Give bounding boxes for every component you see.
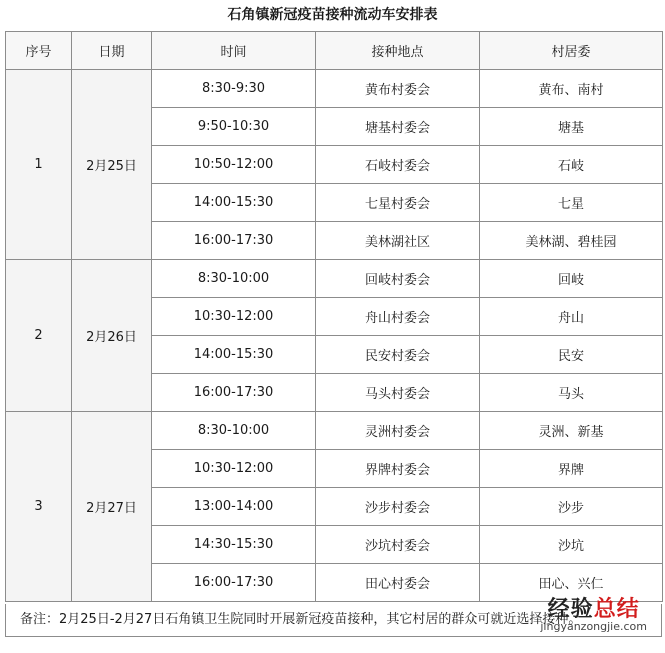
village-cell: 石岐 <box>480 146 663 184</box>
table-row <box>6 260 663 298</box>
footnote: 备注：2月25日-2月27日石角镇卫生院同时开展新冠疫苗接种，其它村居的群众可就近选择接种。 <box>5 604 662 637</box>
group-date: 2月25日 <box>72 70 152 260</box>
place-cell: 七星村委会 <box>316 184 480 222</box>
header-row <box>6 32 663 70</box>
village-cell: 美林湖、碧桂园 <box>480 222 663 260</box>
place-cell: 塘基村委会 <box>316 108 480 146</box>
place-cell: 马头村委会 <box>316 374 480 412</box>
time-cell: 8:30-9:30 <box>152 70 316 108</box>
header-place: 接种地点 <box>316 32 480 70</box>
header-no: 序号 <box>6 32 72 70</box>
group-date: 2月27日 <box>72 412 152 602</box>
village-cell: 黄布、南村 <box>480 70 663 108</box>
watermark-logo <box>540 592 647 633</box>
time-cell: 13:00-14:00 <box>152 488 316 526</box>
time-cell: 8:30-10:00 <box>152 412 316 450</box>
header-time: 时间 <box>152 32 316 70</box>
village-cell: 田心、兴仁 <box>480 564 663 602</box>
village-cell: 灵洲、新基 <box>480 412 663 450</box>
watermark-text: 经验总结 <box>547 597 640 622</box>
time-cell: 14:30-15:30 <box>152 526 316 564</box>
village-cell: 舟山 <box>480 298 663 336</box>
place-cell: 田心村委会 <box>316 564 480 602</box>
group-number: 1 <box>6 70 72 260</box>
place-cell: 回岐村委会 <box>316 260 480 298</box>
time-cell: 9:50-10:30 <box>152 108 316 146</box>
time-cell: 10:30-12:00 <box>152 298 316 336</box>
village-cell: 沙步 <box>480 488 663 526</box>
place-cell: 沙坑村委会 <box>316 526 480 564</box>
table-row <box>6 412 663 450</box>
time-cell: 10:30-12:00 <box>152 450 316 488</box>
village-cell: 马头 <box>480 374 663 412</box>
village-cell: 回岐 <box>480 260 663 298</box>
place-cell: 界牌村委会 <box>316 450 480 488</box>
village-cell: 沙坑 <box>480 526 663 564</box>
header-village: 村居委 <box>480 32 663 70</box>
time-cell: 14:00-15:30 <box>152 184 316 222</box>
time-cell: 8:30-10:00 <box>152 260 316 298</box>
table-row <box>6 70 663 108</box>
group-date: 2月26日 <box>72 260 152 412</box>
village-cell: 塘基 <box>480 108 663 146</box>
table-title: 石角镇新冠疫苗接种流动车安排表 <box>227 7 438 23</box>
place-cell: 石岐村委会 <box>316 146 480 184</box>
watermark-url: jingyanzongjie.com <box>540 620 647 633</box>
time-cell: 10:50-12:00 <box>152 146 316 184</box>
village-cell: 七星 <box>480 184 663 222</box>
schedule-table <box>5 31 663 602</box>
place-cell: 沙步村委会 <box>316 488 480 526</box>
time-cell: 16:00-17:30 <box>152 374 316 412</box>
village-cell: 民安 <box>480 336 663 374</box>
place-cell: 灵洲村委会 <box>316 412 480 450</box>
place-cell: 美林湖社区 <box>316 222 480 260</box>
group-number: 3 <box>6 412 72 602</box>
header-date: 日期 <box>72 32 152 70</box>
time-cell: 16:00-17:30 <box>152 222 316 260</box>
place-cell: 民安村委会 <box>316 336 480 374</box>
time-cell: 14:00-15:30 <box>152 336 316 374</box>
place-cell: 黄布村委会 <box>316 70 480 108</box>
village-cell: 界牌 <box>480 450 663 488</box>
group-number: 2 <box>6 260 72 412</box>
time-cell: 16:00-17:30 <box>152 564 316 602</box>
place-cell: 舟山村委会 <box>316 298 480 336</box>
